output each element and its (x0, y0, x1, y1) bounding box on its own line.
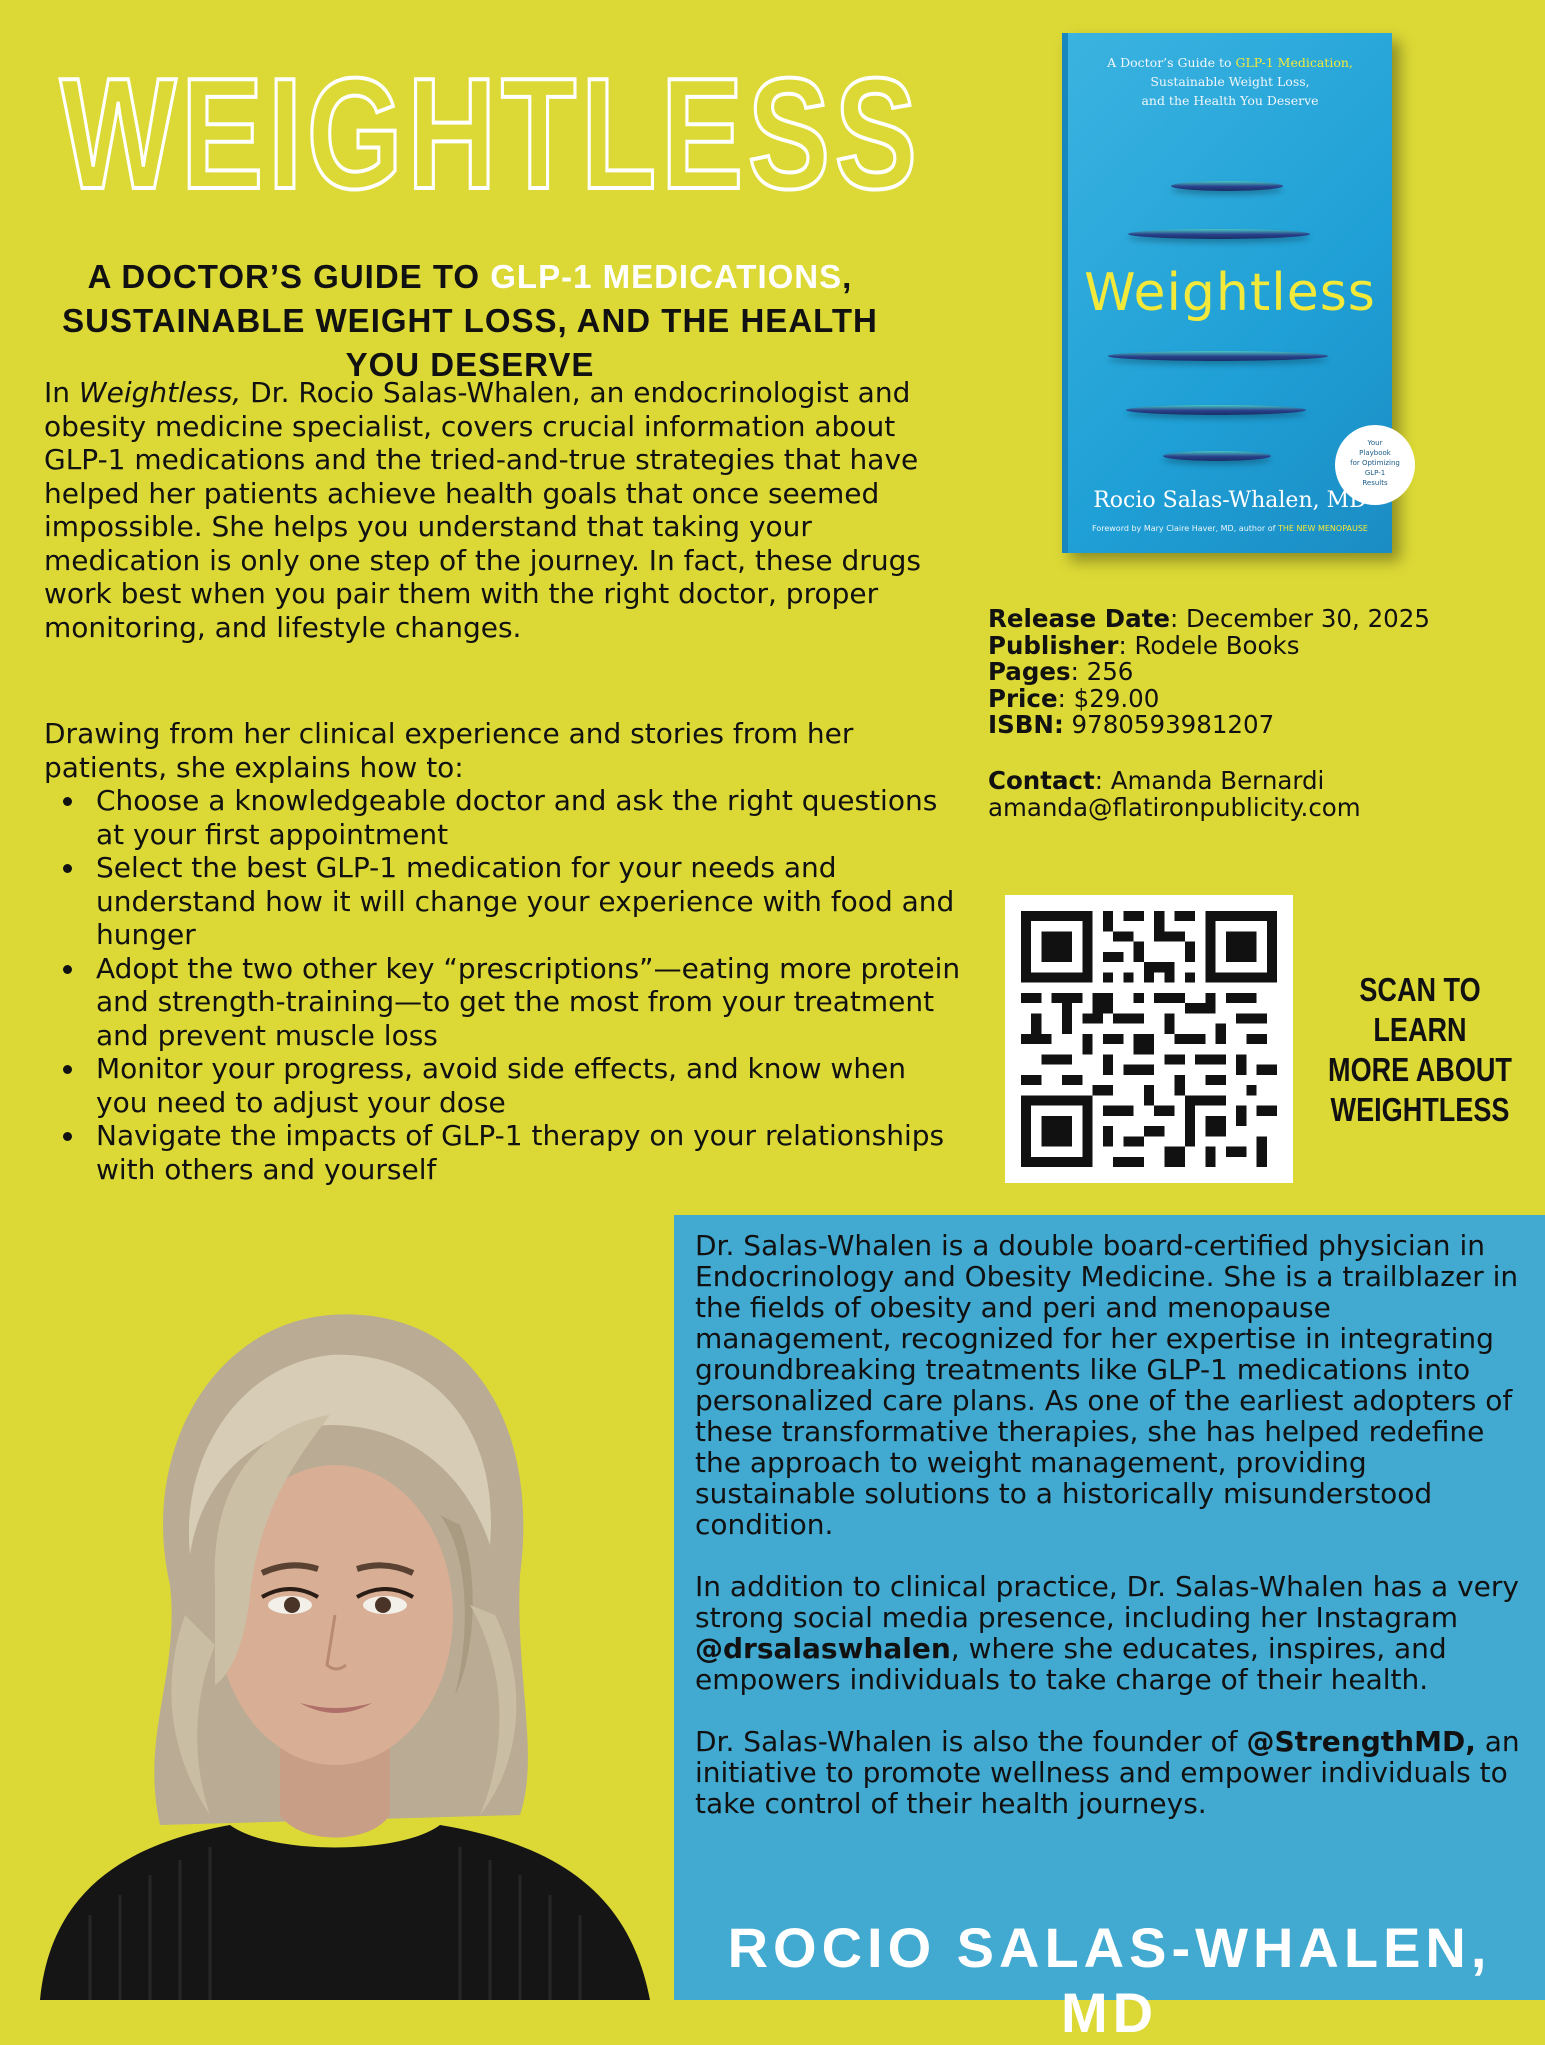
subtitle-part-2: , SUSTAINABLE WEIGHT LOSS, AND THE HEALTH YOU DESERVE (62, 258, 878, 383)
price-value: : $29.00 (1057, 683, 1160, 713)
book-author: Rocio Salas-Whalen, MD (1093, 488, 1367, 513)
book-tagline-3: and the Health You Deserve (1141, 93, 1319, 108)
badge-line: for Optimizing (1350, 459, 1400, 467)
book-details (988, 606, 1528, 739)
badge-line: Your (1367, 439, 1383, 447)
bullet-list (44, 784, 964, 1186)
release-value: : December 30, 2025 (1169, 604, 1430, 633)
scan-line: MORE ABOUT (1328, 1051, 1512, 1088)
contact-block (988, 767, 1528, 821)
lead-paragraph: Drawing from her clinical experience and stories from her patients, she explains how to: (44, 717, 854, 784)
list-item: Adopt the two other key “prescriptions”—eating more protein and strength-training—to get the most from your treatment and prevent muscle loss (44, 952, 964, 1053)
instagram-handle[interactable]: @drsalaswhalen (695, 1632, 951, 1665)
cover-disc (1171, 181, 1283, 191)
book-tagline-1b: GLP-1 Medication, (1235, 55, 1353, 70)
release-date (988, 606, 1528, 633)
bio-p2-b: , where she educates, inspires, and empowers individuals to take charge of their health. (695, 1632, 1447, 1696)
badge-line: Playbook (1359, 449, 1391, 457)
book-tagline-2: Sustainable Weight Loss, (1150, 74, 1310, 89)
contact-label: Contact (988, 766, 1095, 795)
cover-disc (1126, 405, 1306, 415)
qr-code[interactable] (1005, 895, 1293, 1183)
subtitle (30, 255, 910, 387)
page-title: WEIGHTLESS (60, 46, 922, 222)
bio-paragraph-2 (695, 1571, 1535, 1695)
badge-line: GLP-1 (1364, 469, 1386, 477)
contact-name: : Amanda Bernardi (1094, 766, 1325, 795)
isbn-label: ISBN: (988, 710, 1064, 739)
intro-paragraph (44, 376, 964, 644)
isbn (988, 712, 1528, 739)
author-photo (0, 1255, 670, 2000)
list-item: Monitor your progress, avoid side effects, and know when you need to adjust your dose (44, 1052, 964, 1119)
badge-line: Results (1362, 479, 1388, 487)
pages (988, 659, 1528, 686)
author-portrait (0, 1255, 670, 2000)
book-cover-title: Weightless (1084, 263, 1376, 323)
bio-text (695, 1230, 1535, 1850)
book-cover (1062, 33, 1400, 553)
book-tagline-1a: A Doctor’s Guide to (1107, 55, 1236, 70)
scan-caption (1322, 970, 1519, 1130)
bio-p2-a: In addition to clinical practice, Dr. Salas-Whalen has a very strong social media presence, including her Instagram (695, 1570, 1519, 1634)
strengthmd-handle[interactable]: @StrengthMD, (1246, 1725, 1476, 1758)
publisher (988, 630, 1528, 660)
pages-value: : 256 (1070, 657, 1134, 686)
contact-email[interactable]: amanda@flatironpublicity.com (988, 793, 1361, 822)
list-item: Choose a knowledgeable doctor and ask the right questions at your first appointment (44, 784, 964, 851)
bio-panel (674, 1215, 1545, 2044)
foreword-a: Foreword by Mary Claire Haver, MD, author of (1092, 524, 1278, 533)
price (988, 683, 1528, 713)
scan-line: SCAN TO LEARN (1359, 971, 1481, 1048)
book-tagline (1068, 53, 1392, 110)
qr-code-graphic (1021, 911, 1277, 1167)
list-item: Select the best GLP-1 medication for your needs and understand how it will change your experience with food and hunger (44, 851, 964, 952)
cover-disc (1163, 451, 1271, 461)
isbn-value: 9780593981207 (1063, 710, 1275, 739)
release-label: Release Date (988, 604, 1170, 633)
bio-paragraph-3 (695, 1726, 1535, 1819)
subtitle-highlight: GLP-1 MEDICATIONS (490, 258, 843, 295)
list-item: Navigate the impacts of GLP-1 therapy on your relationships with others and yourself (44, 1119, 964, 1186)
publisher-value: : Rodele Books (1118, 630, 1300, 660)
author-name: ROCIO SALAS-WHALEN, MD (727, 1916, 1492, 2044)
bio-paragraph-1: Dr. Salas-Whalen is a double board-certified physician in Endocrinology and Obesity Medicine. She is a trailblazer in the fields of obesity and peri and menopause management, recognized for her expertise in integrating groundbreaking treatments like GLP-1 medications into personalized care plans. As one of the earliest adopters of these transformative therapies, she has helped redefine the approach to weight management, providing sustainable solutions to a historically misunderstood condition. (695, 1229, 1519, 1541)
intro-prefix: In (44, 376, 79, 409)
bio-p3-b: an initiative to promote wellness and empower individuals to take control of their health journeys. (695, 1725, 1520, 1820)
cover-disc (1108, 351, 1328, 361)
publisher-label: Publisher (988, 630, 1119, 660)
intro-text: Dr. Rocio Salas-Whalen, an endocrinologist and obesity medicine specialist, covers crucial information about GLP-1 medications and the tried-and-true strategies that have helped her patients achieve health goals that once seemed impossible. She helps you understand that taking your medication is only one step of the journey. In fact, these drugs work best when you pair them with the right doctor, proper monitoring, and lifestyle changes. (44, 376, 921, 644)
bio-p3-a: Dr. Salas-Whalen is also the founder of (695, 1725, 1247, 1758)
foreword-b: THE NEW MENOPAUSE (1277, 524, 1368, 533)
intro-book-title: Weightless, (78, 376, 242, 409)
cover-disc (1128, 229, 1310, 239)
price-label: Price (988, 683, 1058, 713)
subtitle-part-1: A DOCTOR’S GUIDE TO (87, 258, 491, 295)
pages-label: Pages (988, 657, 1071, 686)
scan-line: WEIGHTLESS (1330, 1091, 1510, 1128)
book-foreword (1068, 524, 1392, 533)
